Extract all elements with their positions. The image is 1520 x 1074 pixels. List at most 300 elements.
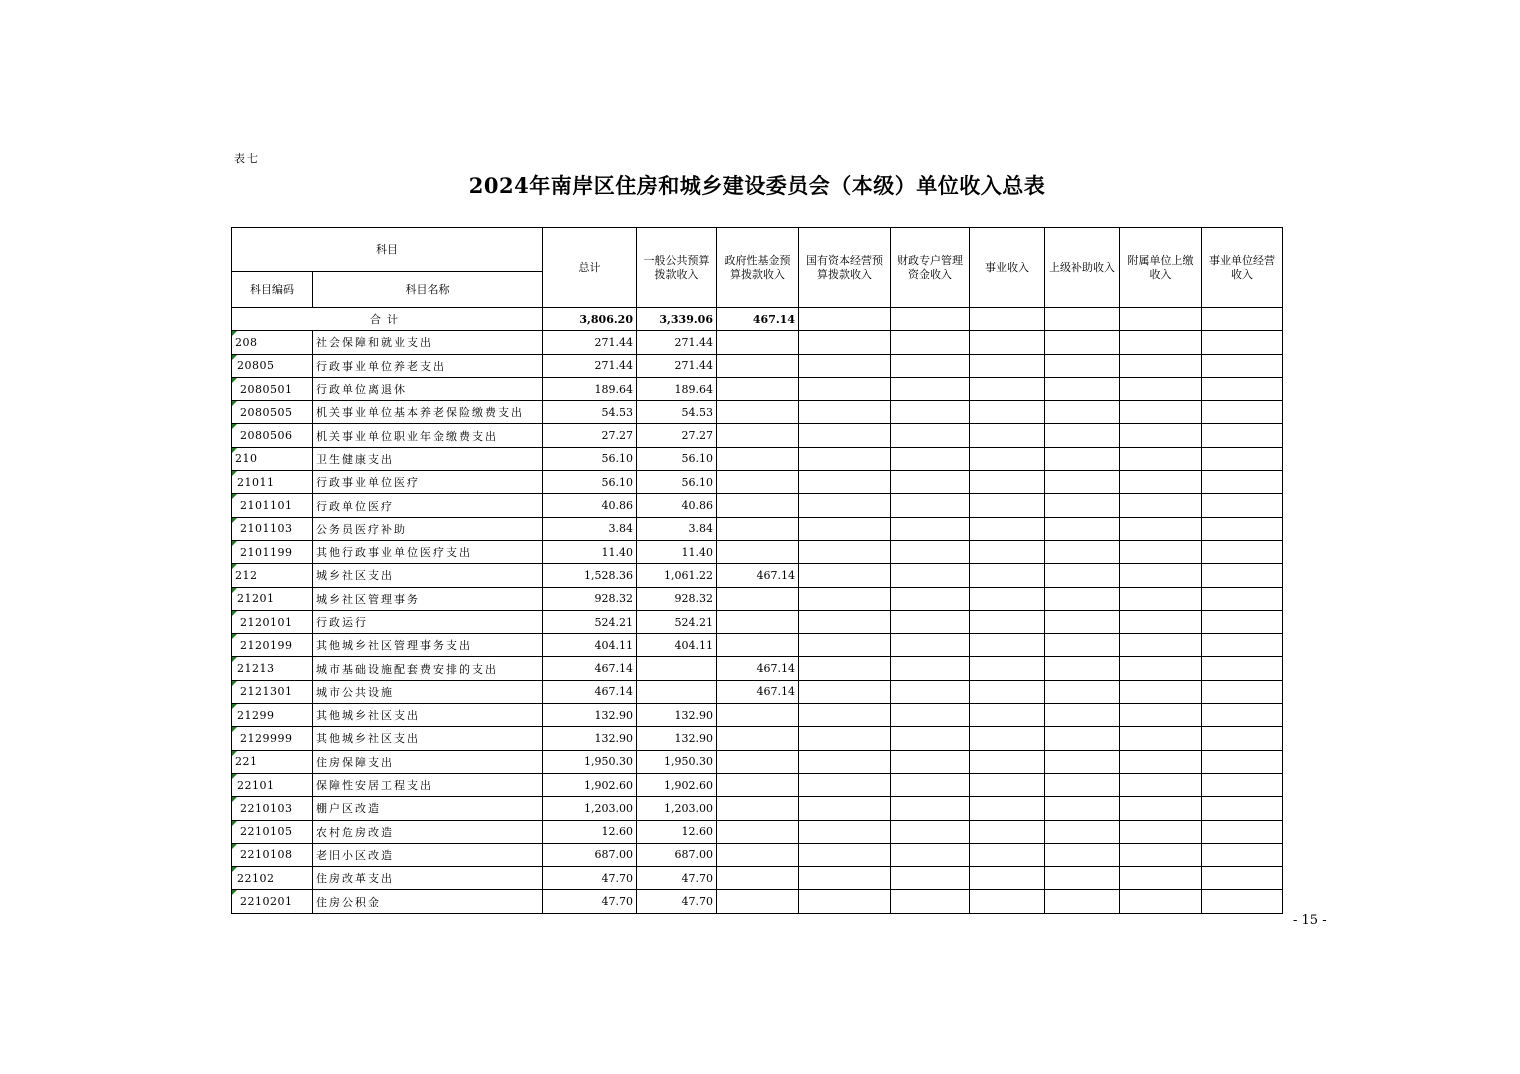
row-gov-fund	[717, 447, 799, 470]
row-special-account	[891, 657, 970, 680]
row-code: 21213	[232, 657, 313, 680]
row-code: 2120101	[232, 610, 313, 633]
row-business-income	[970, 890, 1045, 913]
row-operating-income	[1202, 377, 1283, 400]
row-state-capital	[799, 843, 891, 866]
row-special-account	[891, 401, 970, 424]
row-superior-subsidy	[1045, 704, 1120, 727]
row-special-account	[891, 704, 970, 727]
row-general-budget: 40.86	[637, 494, 717, 517]
table-row	[232, 540, 1283, 563]
row-gov-fund: 467.14	[717, 564, 799, 587]
row-general-budget: 54.53	[637, 401, 717, 424]
row-state-capital	[799, 727, 891, 750]
row-special-account	[891, 354, 970, 377]
row-operating-income	[1202, 634, 1283, 657]
row-state-capital	[799, 517, 891, 540]
row-gov-fund	[717, 750, 799, 773]
row-state-capital	[799, 354, 891, 377]
row-business-income	[970, 657, 1045, 680]
row-gov-fund	[717, 704, 799, 727]
row-operating-income	[1202, 750, 1283, 773]
row-special-account	[891, 750, 970, 773]
row-total: 11.40	[543, 540, 637, 563]
row-name: 其他城乡社区支出	[313, 704, 543, 727]
row-operating-income	[1202, 820, 1283, 843]
header-gov-fund: 政府性基金预算拨款收入	[717, 228, 799, 308]
row-operating-income	[1202, 401, 1283, 424]
row-state-capital	[799, 773, 891, 796]
table-row	[232, 820, 1283, 843]
row-general-budget: 56.10	[637, 471, 717, 494]
table-row	[232, 657, 1283, 680]
table-row	[232, 867, 1283, 890]
row-general-budget	[637, 657, 717, 680]
table-row	[232, 471, 1283, 494]
row-special-account	[891, 634, 970, 657]
row-name: 住房改革支出	[313, 867, 543, 890]
row-business-income	[970, 680, 1045, 703]
total-label: 合计	[232, 308, 543, 331]
row-code: 20805	[232, 354, 313, 377]
row-operating-income	[1202, 564, 1283, 587]
header-operating-income: 事业单位经营收入	[1202, 228, 1283, 308]
row-code: 221	[232, 750, 313, 773]
row-gov-fund	[717, 517, 799, 540]
row-special-account	[891, 377, 970, 400]
row-total: 132.90	[543, 727, 637, 750]
table-row	[232, 750, 1283, 773]
row-name: 其他城乡社区管理事务支出	[313, 634, 543, 657]
table-row	[232, 424, 1283, 447]
row-name: 其他城乡社区支出	[313, 727, 543, 750]
row-name: 住房公积金	[313, 890, 543, 913]
row-affiliated-remit	[1120, 843, 1202, 866]
row-superior-subsidy	[1045, 377, 1120, 400]
row-gov-fund	[717, 587, 799, 610]
page-number: - 15 -	[1293, 913, 1327, 928]
row-gov-fund	[717, 867, 799, 890]
table-row	[232, 797, 1283, 820]
row-superior-subsidy	[1045, 494, 1120, 517]
row-business-income	[970, 750, 1045, 773]
row-business-income	[970, 471, 1045, 494]
row-total: 1,950.30	[543, 750, 637, 773]
row-affiliated-remit	[1120, 447, 1202, 470]
document-title: 2024年南岸区住房和城乡建设委员会（本级）单位收入总表	[468, 173, 1046, 198]
table-row	[232, 401, 1283, 424]
row-code: 22101	[232, 773, 313, 796]
row-general-budget: 12.60	[637, 820, 717, 843]
row-state-capital	[799, 331, 891, 354]
row-superior-subsidy	[1045, 540, 1120, 563]
row-business-income	[970, 517, 1045, 540]
row-operating-income	[1202, 517, 1283, 540]
row-business-income	[970, 564, 1045, 587]
total-general-budget: 3,339.06	[637, 308, 717, 331]
row-state-capital	[799, 820, 891, 843]
row-code: 2210103	[232, 797, 313, 820]
total-gov-fund: 467.14	[717, 308, 799, 331]
row-general-budget: 56.10	[637, 447, 717, 470]
table-row	[232, 377, 1283, 400]
row-code: 210	[232, 447, 313, 470]
row-business-income	[970, 704, 1045, 727]
row-superior-subsidy	[1045, 401, 1120, 424]
row-gov-fund	[717, 773, 799, 796]
row-general-budget: 132.90	[637, 704, 717, 727]
row-superior-subsidy	[1045, 610, 1120, 633]
row-general-budget: 524.21	[637, 610, 717, 633]
row-name: 社会保障和就业支出	[313, 331, 543, 354]
row-business-income	[970, 773, 1045, 796]
row-name: 行政事业单位医疗	[313, 471, 543, 494]
row-special-account	[891, 447, 970, 470]
row-superior-subsidy	[1045, 727, 1120, 750]
row-affiliated-remit	[1120, 797, 1202, 820]
row-affiliated-remit	[1120, 424, 1202, 447]
row-operating-income	[1202, 494, 1283, 517]
row-state-capital	[799, 471, 891, 494]
row-business-income	[970, 867, 1045, 890]
row-code: 2210105	[232, 820, 313, 843]
row-general-budget: 189.64	[637, 377, 717, 400]
row-state-capital	[799, 447, 891, 470]
row-gov-fund	[717, 727, 799, 750]
row-code: 2121301	[232, 680, 313, 703]
row-state-capital	[799, 564, 891, 587]
row-gov-fund	[717, 890, 799, 913]
header-superior-subsidy: 上级补助收入	[1045, 228, 1120, 308]
row-state-capital	[799, 750, 891, 773]
row-affiliated-remit	[1120, 471, 1202, 494]
row-special-account	[891, 773, 970, 796]
total-affiliated-remit	[1120, 308, 1202, 331]
row-affiliated-remit	[1120, 727, 1202, 750]
row-name: 住房保障支出	[313, 750, 543, 773]
row-superior-subsidy	[1045, 820, 1120, 843]
row-code: 2080505	[232, 401, 313, 424]
row-total: 40.86	[543, 494, 637, 517]
header-state-capital: 国有资本经营预算拨款收入	[799, 228, 891, 308]
row-state-capital	[799, 680, 891, 703]
row-name: 保障性安居工程支出	[313, 773, 543, 796]
row-general-budget: 1,950.30	[637, 750, 717, 773]
row-total: 1,203.00	[543, 797, 637, 820]
row-operating-income	[1202, 773, 1283, 796]
row-general-budget: 271.44	[637, 354, 717, 377]
row-gov-fund	[717, 610, 799, 633]
header-subject-code: 科目编码	[232, 272, 313, 308]
row-superior-subsidy	[1045, 634, 1120, 657]
row-total: 271.44	[543, 354, 637, 377]
row-superior-subsidy	[1045, 354, 1120, 377]
header-affiliated-remit: 附属单位上缴收入	[1120, 228, 1202, 308]
row-gov-fund: 467.14	[717, 657, 799, 680]
row-general-budget: 271.44	[637, 331, 717, 354]
table-row	[232, 447, 1283, 470]
row-superior-subsidy	[1045, 447, 1120, 470]
row-operating-income	[1202, 727, 1283, 750]
row-operating-income	[1202, 447, 1283, 470]
row-general-budget: 132.90	[637, 727, 717, 750]
total-special-account	[891, 308, 970, 331]
row-superior-subsidy	[1045, 331, 1120, 354]
row-superior-subsidy	[1045, 587, 1120, 610]
row-business-income	[970, 820, 1045, 843]
row-special-account	[891, 680, 970, 703]
row-code: 2101101	[232, 494, 313, 517]
row-name: 公务员医疗补助	[313, 517, 543, 540]
row-code: 2210108	[232, 843, 313, 866]
row-total: 687.00	[543, 843, 637, 866]
row-name: 机关事业单位基本养老保险缴费支出	[313, 401, 543, 424]
total-operating-income	[1202, 308, 1283, 331]
row-general-budget	[637, 680, 717, 703]
row-general-budget: 27.27	[637, 424, 717, 447]
row-operating-income	[1202, 890, 1283, 913]
row-name: 城乡社区支出	[313, 564, 543, 587]
row-total: 189.64	[543, 377, 637, 400]
row-total: 54.53	[543, 401, 637, 424]
header-subject: 科目	[232, 228, 543, 272]
row-name: 行政事业单位养老支出	[313, 354, 543, 377]
row-name: 城市公共设施	[313, 680, 543, 703]
row-total: 1,528.36	[543, 564, 637, 587]
row-total: 1,902.60	[543, 773, 637, 796]
row-gov-fund	[717, 377, 799, 400]
row-gov-fund	[717, 634, 799, 657]
row-business-income	[970, 447, 1045, 470]
total-row	[232, 308, 1283, 331]
row-affiliated-remit	[1120, 587, 1202, 610]
row-gov-fund	[717, 494, 799, 517]
row-special-account	[891, 587, 970, 610]
row-gov-fund	[717, 820, 799, 843]
row-gov-fund	[717, 797, 799, 820]
row-state-capital	[799, 867, 891, 890]
row-name: 其他行政事业单位医疗支出	[313, 540, 543, 563]
row-general-budget: 404.11	[637, 634, 717, 657]
row-code: 21201	[232, 587, 313, 610]
row-code: 2210201	[232, 890, 313, 913]
row-general-budget: 928.32	[637, 587, 717, 610]
row-affiliated-remit	[1120, 890, 1202, 913]
row-affiliated-remit	[1120, 401, 1202, 424]
row-superior-subsidy	[1045, 680, 1120, 703]
row-state-capital	[799, 377, 891, 400]
total-state-capital	[799, 308, 891, 331]
row-gov-fund	[717, 471, 799, 494]
table-row	[232, 517, 1283, 540]
row-code: 212	[232, 564, 313, 587]
row-general-budget: 1,061.22	[637, 564, 717, 587]
table-row	[232, 354, 1283, 377]
table-label: 表七	[234, 152, 260, 165]
row-code: 2101103	[232, 517, 313, 540]
row-name: 行政运行	[313, 610, 543, 633]
row-special-account	[891, 890, 970, 913]
table-row	[232, 704, 1283, 727]
row-business-income	[970, 494, 1045, 517]
row-state-capital	[799, 540, 891, 563]
row-name: 行政单位医疗	[313, 494, 543, 517]
header-general-budget: 一般公共预算拨款收入	[637, 228, 717, 308]
row-superior-subsidy	[1045, 424, 1120, 447]
row-affiliated-remit	[1120, 704, 1202, 727]
row-affiliated-remit	[1120, 867, 1202, 890]
row-name: 机关事业单位职业年金缴费支出	[313, 424, 543, 447]
row-code: 2120199	[232, 634, 313, 657]
row-gov-fund: 467.14	[717, 680, 799, 703]
row-superior-subsidy	[1045, 517, 1120, 540]
table-row	[232, 773, 1283, 796]
row-total: 56.10	[543, 471, 637, 494]
row-general-budget: 3.84	[637, 517, 717, 540]
row-special-account	[891, 471, 970, 494]
row-general-budget: 47.70	[637, 890, 717, 913]
row-state-capital	[799, 587, 891, 610]
row-state-capital	[799, 401, 891, 424]
row-name: 老旧小区改造	[313, 843, 543, 866]
row-total: 524.21	[543, 610, 637, 633]
row-superior-subsidy	[1045, 773, 1120, 796]
row-business-income	[970, 634, 1045, 657]
header-special-account: 财政专户管理资金收入	[891, 228, 970, 308]
row-business-income	[970, 797, 1045, 820]
row-special-account	[891, 517, 970, 540]
row-name: 卫生健康支出	[313, 447, 543, 470]
row-state-capital	[799, 797, 891, 820]
row-superior-subsidy	[1045, 797, 1120, 820]
row-name: 棚户区改造	[313, 797, 543, 820]
row-business-income	[970, 843, 1045, 866]
row-total: 271.44	[543, 331, 637, 354]
row-name: 行政单位离退休	[313, 377, 543, 400]
row-business-income	[970, 377, 1045, 400]
table-row	[232, 634, 1283, 657]
row-affiliated-remit	[1120, 564, 1202, 587]
row-operating-income	[1202, 354, 1283, 377]
row-total: 27.27	[543, 424, 637, 447]
row-total: 12.60	[543, 820, 637, 843]
row-business-income	[970, 401, 1045, 424]
table-row	[232, 564, 1283, 587]
row-superior-subsidy	[1045, 843, 1120, 866]
row-operating-income	[1202, 424, 1283, 447]
income-summary-table	[231, 227, 1283, 914]
row-total: 47.70	[543, 890, 637, 913]
row-operating-income	[1202, 471, 1283, 494]
table-row	[232, 494, 1283, 517]
row-gov-fund	[717, 354, 799, 377]
row-superior-subsidy	[1045, 867, 1120, 890]
row-affiliated-remit	[1120, 820, 1202, 843]
row-superior-subsidy	[1045, 471, 1120, 494]
table-body	[232, 308, 1283, 914]
row-affiliated-remit	[1120, 657, 1202, 680]
row-operating-income	[1202, 610, 1283, 633]
row-business-income	[970, 540, 1045, 563]
row-business-income	[970, 424, 1045, 447]
row-affiliated-remit	[1120, 540, 1202, 563]
row-affiliated-remit	[1120, 517, 1202, 540]
row-general-budget: 687.00	[637, 843, 717, 866]
row-gov-fund	[717, 401, 799, 424]
total-superior-subsidy	[1045, 308, 1120, 331]
row-affiliated-remit	[1120, 750, 1202, 773]
row-code: 2101199	[232, 540, 313, 563]
row-general-budget: 11.40	[637, 540, 717, 563]
header-subject-name: 科目名称	[313, 272, 543, 308]
row-superior-subsidy	[1045, 890, 1120, 913]
header-business-income: 事业收入	[970, 228, 1045, 308]
row-operating-income	[1202, 797, 1283, 820]
row-total: 404.11	[543, 634, 637, 657]
row-total: 47.70	[543, 867, 637, 890]
row-code: 2080501	[232, 377, 313, 400]
row-total: 928.32	[543, 587, 637, 610]
row-state-capital	[799, 494, 891, 517]
row-gov-fund	[717, 424, 799, 447]
row-state-capital	[799, 610, 891, 633]
row-special-account	[891, 331, 970, 354]
row-affiliated-remit	[1120, 354, 1202, 377]
row-superior-subsidy	[1045, 657, 1120, 680]
row-name: 农村危房改造	[313, 820, 543, 843]
row-general-budget: 1,203.00	[637, 797, 717, 820]
row-state-capital	[799, 657, 891, 680]
header-total: 总计	[543, 228, 637, 308]
row-state-capital	[799, 424, 891, 447]
row-special-account	[891, 843, 970, 866]
row-gov-fund	[717, 540, 799, 563]
table-row	[232, 890, 1283, 913]
row-business-income	[970, 587, 1045, 610]
row-special-account	[891, 727, 970, 750]
row-operating-income	[1202, 704, 1283, 727]
row-code: 2129999	[232, 727, 313, 750]
row-code: 21299	[232, 704, 313, 727]
row-state-capital	[799, 634, 891, 657]
row-total: 467.14	[543, 657, 637, 680]
row-affiliated-remit	[1120, 377, 1202, 400]
row-business-income	[970, 727, 1045, 750]
row-code: 208	[232, 331, 313, 354]
row-business-income	[970, 610, 1045, 633]
row-affiliated-remit	[1120, 634, 1202, 657]
row-gov-fund	[717, 843, 799, 866]
table-row	[232, 727, 1283, 750]
total-business-income	[970, 308, 1045, 331]
table-row	[232, 843, 1283, 866]
row-gov-fund	[717, 331, 799, 354]
row-special-account	[891, 424, 970, 447]
table-row	[232, 587, 1283, 610]
row-business-income	[970, 331, 1045, 354]
row-affiliated-remit	[1120, 494, 1202, 517]
row-total: 3.84	[543, 517, 637, 540]
row-operating-income	[1202, 657, 1283, 680]
row-special-account	[891, 540, 970, 563]
row-affiliated-remit	[1120, 680, 1202, 703]
row-state-capital	[799, 890, 891, 913]
row-superior-subsidy	[1045, 750, 1120, 773]
row-operating-income	[1202, 587, 1283, 610]
table-row	[232, 680, 1283, 703]
row-operating-income	[1202, 331, 1283, 354]
row-business-income	[970, 354, 1045, 377]
